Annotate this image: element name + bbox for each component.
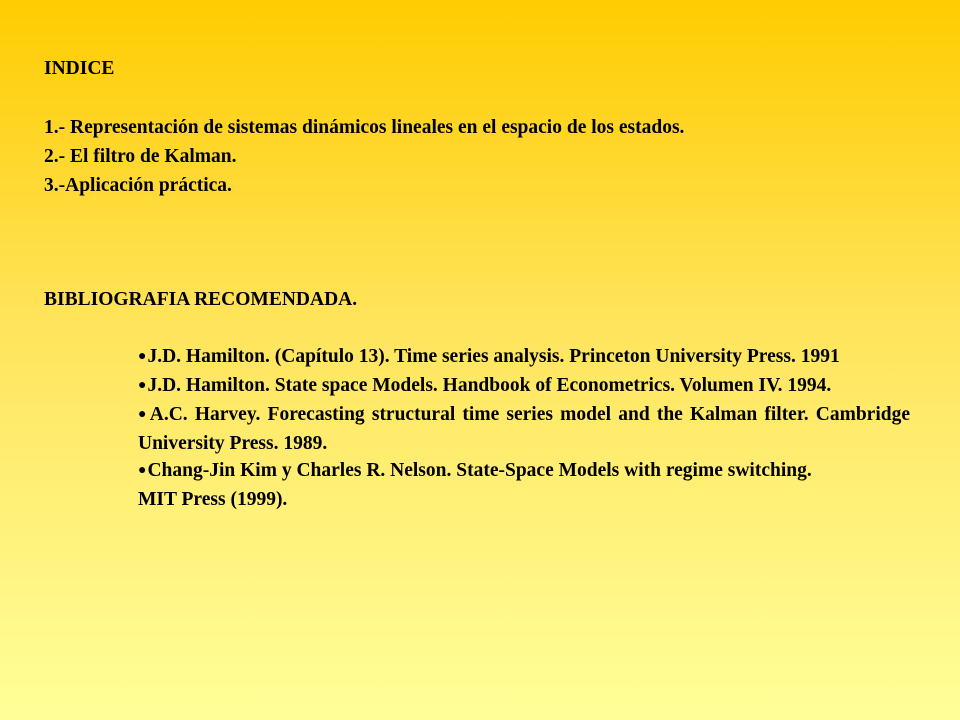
index-item-3: 3.-Aplicación práctica.	[44, 175, 232, 196]
bibliography-title: BIBLIOGRAFIA RECOMENDADA.	[44, 289, 358, 310]
bibliography-item: ●J.D. Hamilton. State space Models. Handbook of Econometrics. Volumen IV. 1994.	[138, 375, 832, 396]
bullet-icon: ●	[138, 349, 147, 364]
bibliography-item: ●A.C. Harvey. Forecasting structural time series model and the Kalman filter. Cambridge University Press. 1989.	[138, 404, 910, 454]
bullet-icon: ●	[138, 463, 147, 478]
bullet-icon: ●	[138, 407, 149, 422]
index-item-2: 2.- El filtro de Kalman.	[44, 146, 237, 167]
index-item-1: 1.- Representación de sistemas dinámicos lineales en el espacio de los estados.	[44, 117, 685, 138]
bibliography-item: ●J.D. Hamilton. (Capítulo 13). Time series analysis. Princeton University Press. 1991	[138, 346, 840, 367]
bibliography-list	[138, 343, 910, 513]
index-title: INDICE	[44, 58, 115, 79]
bullet-icon: ●	[138, 378, 147, 393]
bibliography-item: ●Chang-Jin Kim y Charles R. Nelson. State-Space Models with regime switching. MIT Press (1999).	[138, 460, 812, 510]
